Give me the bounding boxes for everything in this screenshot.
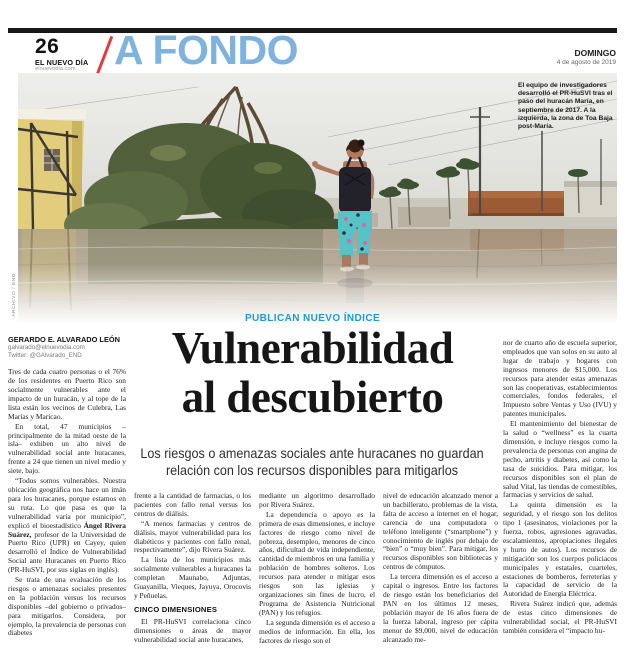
paragraph: La quinta dimensión es la seguridad, y el riesgo son los delitos tipo 1 (asesinatos, violaciones por la fuerza, robos, agresiones agravadas, escalamientos, apropiaciones ilegales y hurto de autos). Los recursos de mitigación son los cuerpos policiacos municipales y estatales, cuarteles, estaciones de bomberos, ferreterías y la capacidad de servicio de la Autoridad de Energía Eléctrica.	[503, 500, 617, 599]
headline: Vulnerabilidad al descubierto	[171, 323, 454, 422]
dateline	[557, 49, 616, 66]
paragraph: “A menos farmacias y centros de diálisis, mayor vulnerabilidad para los diabéticos y pacientes con fallo renal, respectivamente”, dijo Rivera Suárez.	[134, 518, 251, 555]
paragraph: nivel de educación alcanzado menor a un bachillerato, problemas de la vista, falta de acceso a internet en el hogar, carencia de una computadora o teléfono inteligente (“smartphone”) y conocimiento de inglés por debajo de “bien” o “muy bien”. Para mitigar, los recursos disponibles son bibliotecas y centros de cómputos.	[383, 492, 498, 572]
paragraph: La dependencia o apoyo es la primera de esas dimensiones, e incluye factores de riesgo como nivel de pobreza, desempleo, menores de cinco años, dificultad de vida independiente, cantidad de miembros en una familia y población de hombres solteros. Los recursos para atender o mitigar esos riesgos son las iglesias y organizaciones sin fines de lucro, el Programa de Asistencia Nutricional (PAN) y los refugios.	[259, 509, 375, 617]
body-column-3	[259, 492, 375, 660]
body-column-5	[503, 339, 617, 657]
deck: Los riesgos o amenazas sociales ante huracanes no guardan relación con los recursos disponibles para mitigarlos	[140, 445, 484, 478]
masthead-block	[35, 36, 88, 73]
body-column-1	[8, 335, 126, 657]
paragraph: La lista de los municipios más socialmente vulnerables a huracanes la completan Maunabo, Adjuntas, Guayanilla, Vieques, Jayuya, Orocovis y Peñuelas.	[134, 555, 251, 600]
section-title: A FONDO	[114, 27, 299, 73]
masthead: EL NUEVO DÍA	[35, 58, 89, 67]
masthead-url: elnuevodia.com	[35, 66, 76, 73]
red-slash-icon	[96, 36, 113, 75]
author-name: GERARDO E. ALVARADO LEÓN	[8, 335, 120, 344]
paragraph: Rivera Suárez indicó que, además de estas cinco dimensiones de vulnerabilidad social, el PR-HuSVI también considera el “impacto hu-	[503, 599, 617, 635]
flood-photo	[12, 73, 617, 335]
body-column-4	[383, 492, 498, 660]
paragraph: El mantenimiento del bienestar de la salud o “wellness” es la cuarta dimensión, e incluye riesgos como la prevalencia de personas con angina de pecho, artritis y diabetes, así como la tasa de suicidios. Para mitigar, los recursos disponibles son el plan de salud Vital, las tiendas de comestibles, farmacias y servicios de salud.	[503, 419, 617, 500]
byline	[8, 335, 126, 359]
paragraph: En total, 47 municipios –principalmente de la mitad oeste de la isla– exhiben un alto nivel de vulnerabilidad social ante huracanes, frente a 24 que tienen un nivel medio y siete, bajo.	[8, 421, 126, 476]
paragraph: mediante un algoritmo desarrollado por Rivera Suárez.	[259, 492, 375, 509]
date: 4 de agosto de 2019	[556, 58, 616, 66]
paragraph: La segunda dimensión es el acceso a medios de información. En ella, los factores de riesgo son el	[259, 617, 375, 645]
paragraph: Se trata de una evaluación de los riesgos o amenazas sociales presentes en la población versus los recursos disponibles –del gobierno o privados– para mitigarlos. Considera, por ejemplo, la prevalencia de personas con diabetes	[8, 575, 126, 638]
paragraph: nor de cuarto año de escuela superior, empleados que van solos en su auto al lugar de trabajo y hogares con ingresos menores de $15,000. Los recursos para atender estas amenazas son las cooperativas, establecimientos comerciales, fondos federales, el Impuesto sobre Ventas y Uso (IVU) y patentes municipales.	[503, 339, 617, 419]
author-twitter: Twitter: @GAlvarado_END	[8, 351, 82, 359]
photo-credit: ARCHIVO / END	[12, 273, 17, 317]
section-subhead: CINCO DIMENSIONES	[134, 604, 218, 614]
paragraph: La tercera dimensión es el acceso a capital o ingresos. Entre los factores de riesgo están los beneficiarios del PAN en los últimos 12 meses, población mayor de 16 años fuera de la fuerza laboral, ingreso per cápita menor de $9,000, nivel de educación alcanzado me-	[383, 572, 498, 644]
paragraph: “Todos somos vulnerables. Nuestra ubicación geográfica nos hace un imán para los huracanes, porque estamos en su ruta. Lo que pasa es que la vulnerabilidad varía por municipio”, explicó el bioestadístico Ángel Rivera Suárez, profesor de la Universidad de Puerto Rico (UPR) en Cayey, quien desarrolló el Índice de Vulnerabilidad Social ante Huracanes en Puerto Rico (PR-HuSVI, por sus siglas en inglés).	[8, 476, 126, 575]
paragraph: Tres de cada cuatro personas o el 76% de los residentes en Puerto Rico son socialmente vulnerables ante el impacto de un huracán, y al tope de la lista están los vecinos de Culebra, Las Marías y Maricao.	[8, 367, 126, 421]
photo-caption: El equipo de investigadores desarrolló el PR-HuSVI tras el paso del huracán María, en septiembre de 2017. A la izquierda, la zona de Toa Baja post-María.	[518, 82, 613, 131]
weekday: DOMINGO	[574, 48, 616, 58]
body-column-2	[134, 492, 251, 660]
paragraph: El PR-HuSVI correlaciona cinco dimensiones o áreas de mayor vulnerabilidad social ante huracanes,	[134, 616, 251, 644]
author-email: galvarado@elnuevodia.com	[8, 344, 85, 351]
paragraph: frente a la cantidad de farmacias, o los pacientes con fallo renal versus los centros de diálisis.	[134, 492, 251, 518]
kicker: PUBLICAN NUEVO ÍNDICE	[244, 313, 381, 324]
top-rule	[8, 28, 617, 33]
bold-name: Ángel Rivera Suárez,	[8, 520, 126, 539]
page-number: 26	[35, 35, 60, 58]
